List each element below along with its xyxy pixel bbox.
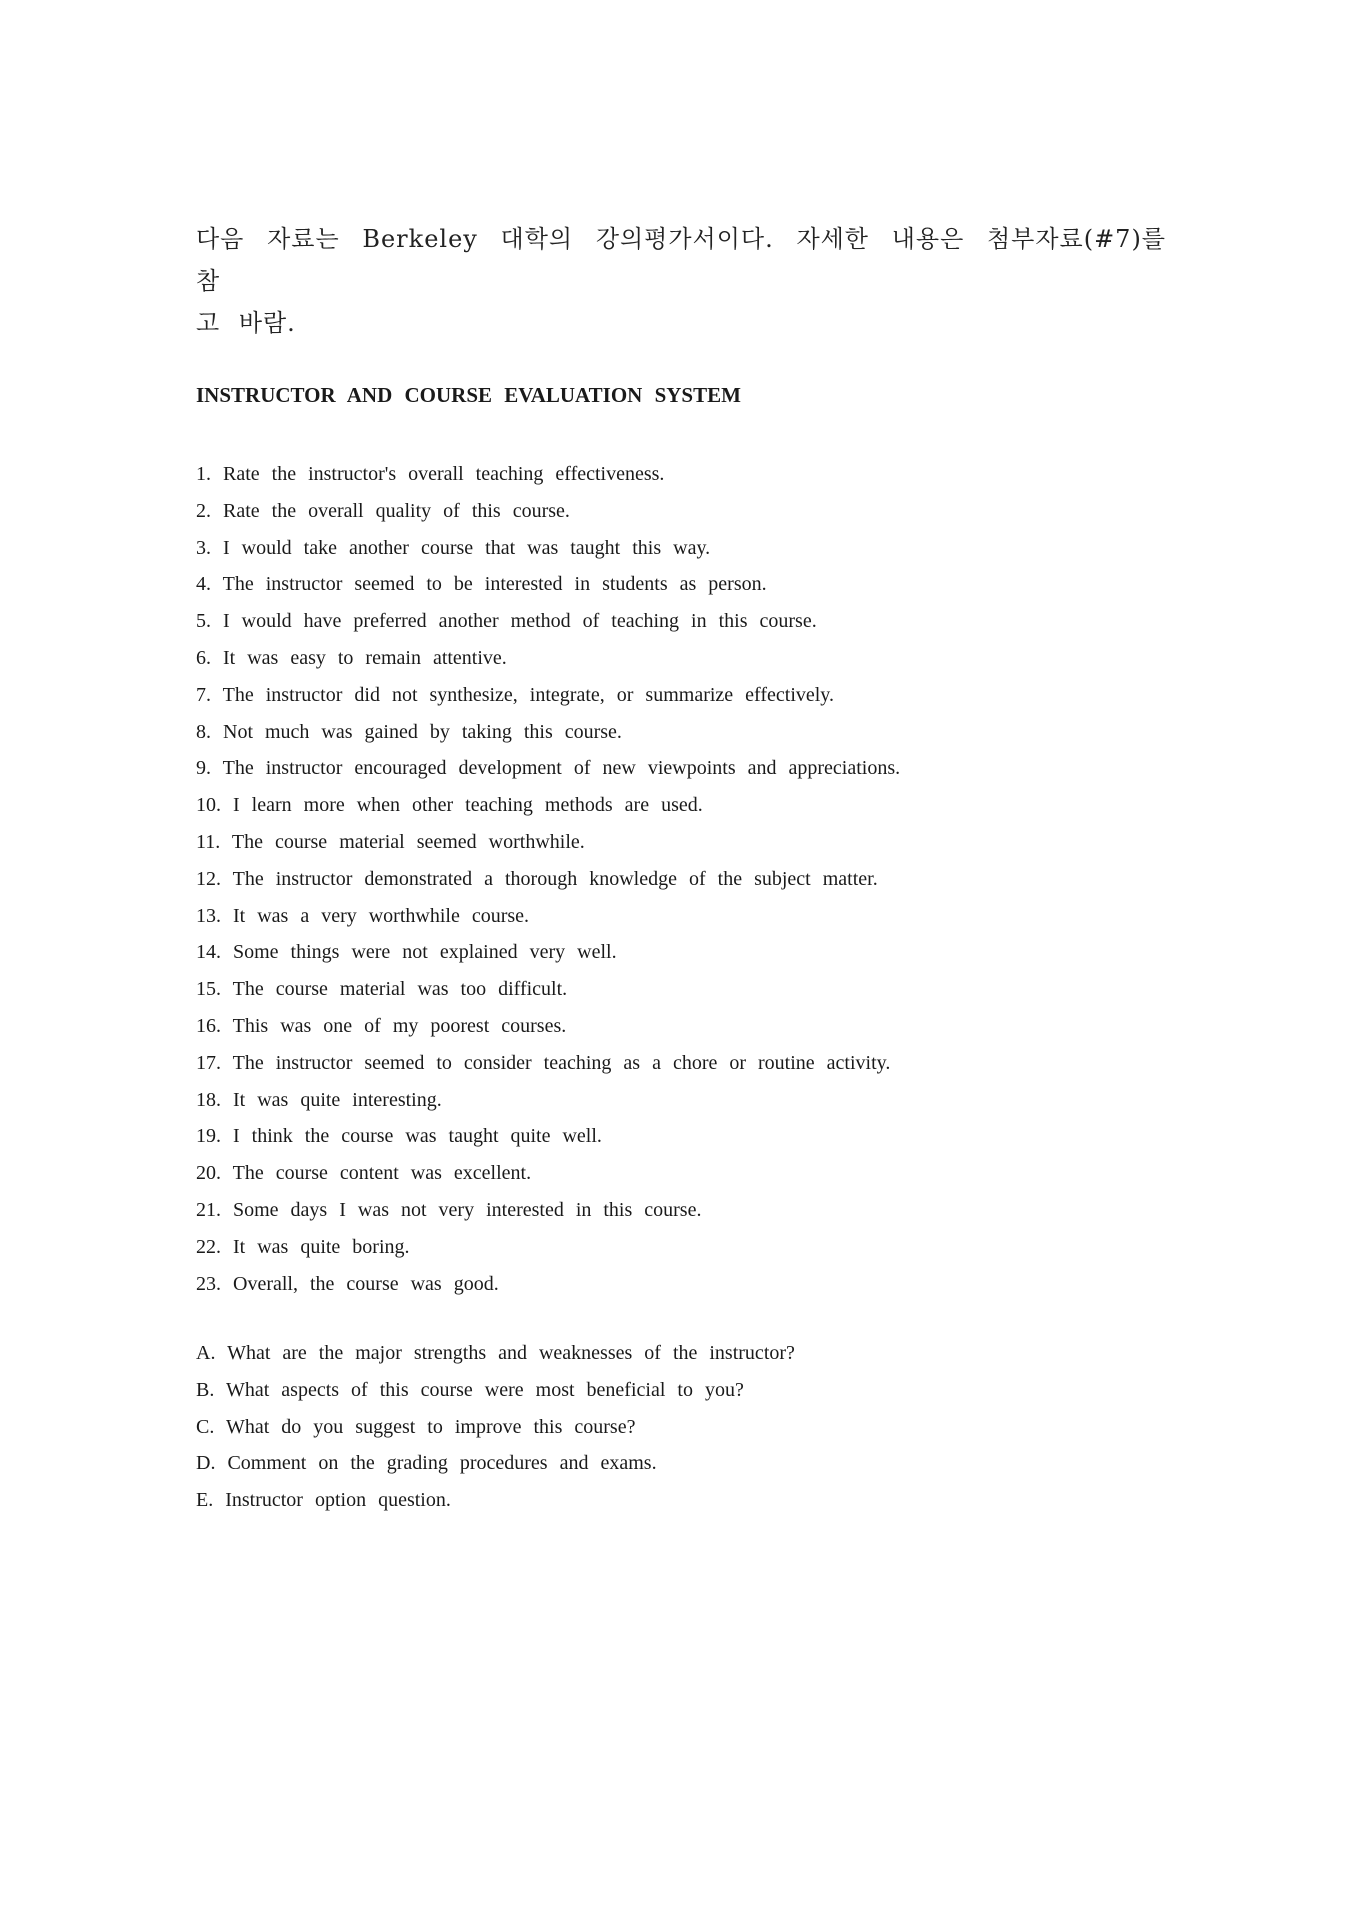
rating-question: 9. The instructor encouraged development of new viewpoints and appreciations. [196, 757, 901, 780]
rating-question: 20. The course content was excellent. [196, 1162, 532, 1185]
rating-question: 6. It was easy to remain attentive. [196, 646, 507, 669]
page-title: INSTRUCTOR AND COURSE EVALUATION SYSTEM [196, 383, 741, 407]
rating-question: 12. The instructor demonstrated a thorough knowledge of the subject matter. [196, 867, 878, 890]
rating-question: 16. This was one of my poorest courses. [196, 1014, 567, 1037]
open-question-list [196, 1335, 795, 1519]
open-question: C. What do you suggest to improve this course? [196, 1415, 636, 1438]
open-question: E. Instructor option question. [196, 1489, 451, 1512]
rating-question: 11. The course material seemed worthwhile. [196, 830, 585, 853]
rating-question: 13. It was a very worthwhile course. [196, 904, 530, 927]
rating-question: 19. I think the course was taught quite well. [196, 1125, 602, 1148]
rating-question: 10. I learn more when other teaching methods are used. [196, 794, 703, 817]
rating-question: 7. The instructor did not synthesize, integrate, or summarize effectively. [196, 683, 835, 706]
rating-question: 4. The instructor seemed to be interested in students as person. [196, 573, 767, 596]
open-question: A. What are the major strengths and weaknesses of the instructor? [196, 1342, 795, 1364]
open-question: D. Comment on the grading procedures and exams. [196, 1452, 657, 1475]
rating-question: 22. It was quite boring. [196, 1235, 410, 1258]
rating-question: 3. I would take another course that was taught this way. [196, 536, 711, 559]
rating-question: 15. The course material was too difficult. [196, 978, 568, 1001]
open-question: B. What aspects of this course were most beneficial to you? [196, 1378, 744, 1401]
rating-question: 18. It was quite interesting. [196, 1088, 442, 1111]
rating-question: 2. Rate the overall quality of this course. [196, 499, 570, 522]
rating-question: 17. The instructor seemed to consider teaching as a chore or routine activity. [196, 1051, 891, 1074]
intro-line-2: 고 바람. [196, 309, 296, 337]
intro-line-1: 다음 자료는 Berkeley 대학의 강의평가서이다. 자세한 내용은 첨부자료(#7)를 참 [196, 225, 1166, 295]
rating-question: 8. Not much was gained by taking this course. [196, 720, 622, 743]
rating-question: 23. Overall, the course was good. [196, 1272, 499, 1295]
rating-question: 14. Some things were not explained very well. [196, 941, 617, 964]
rating-question: 5. I would have preferred another method of teaching in this course. [196, 610, 817, 633]
rating-question: 21. Some days I was not very interested in this course. [196, 1198, 702, 1221]
intro-paragraph [196, 218, 1166, 344]
rating-question: 1. Rate the instructor's overall teaching effectiveness. [196, 463, 665, 485]
rating-question-list [196, 456, 900, 1302]
